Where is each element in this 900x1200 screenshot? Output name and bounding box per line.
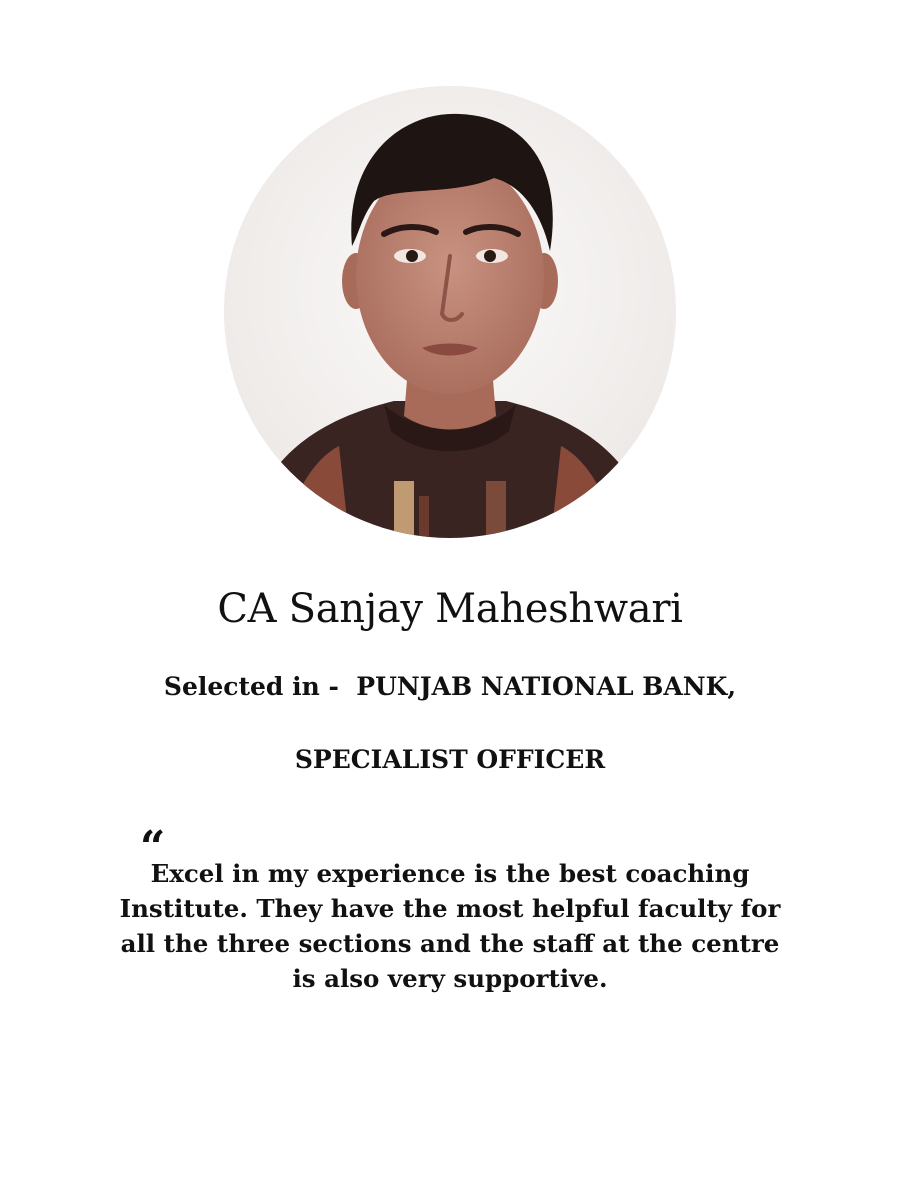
profile-photo	[224, 86, 676, 538]
position-title: SPECIALIST OFFICER	[294, 745, 606, 774]
selection-details: Selected in - PUNJAB NATIONAL BANK,	[163, 672, 737, 701]
testimonial-quote	[110, 856, 790, 996]
quote-line: Excel in my experience is the best coaching	[150, 859, 750, 888]
person-portrait-icon	[224, 86, 676, 538]
quote-line: is also very supportive.	[292, 964, 608, 993]
quote-mark-icon: “	[140, 822, 166, 873]
quote-line: all the three sections and the staff at the centre	[120, 929, 780, 958]
quote-line: Institute. They have the most helpful faculty for	[119, 894, 781, 923]
person-name: CA Sanjay Maheshwari	[217, 586, 683, 632]
